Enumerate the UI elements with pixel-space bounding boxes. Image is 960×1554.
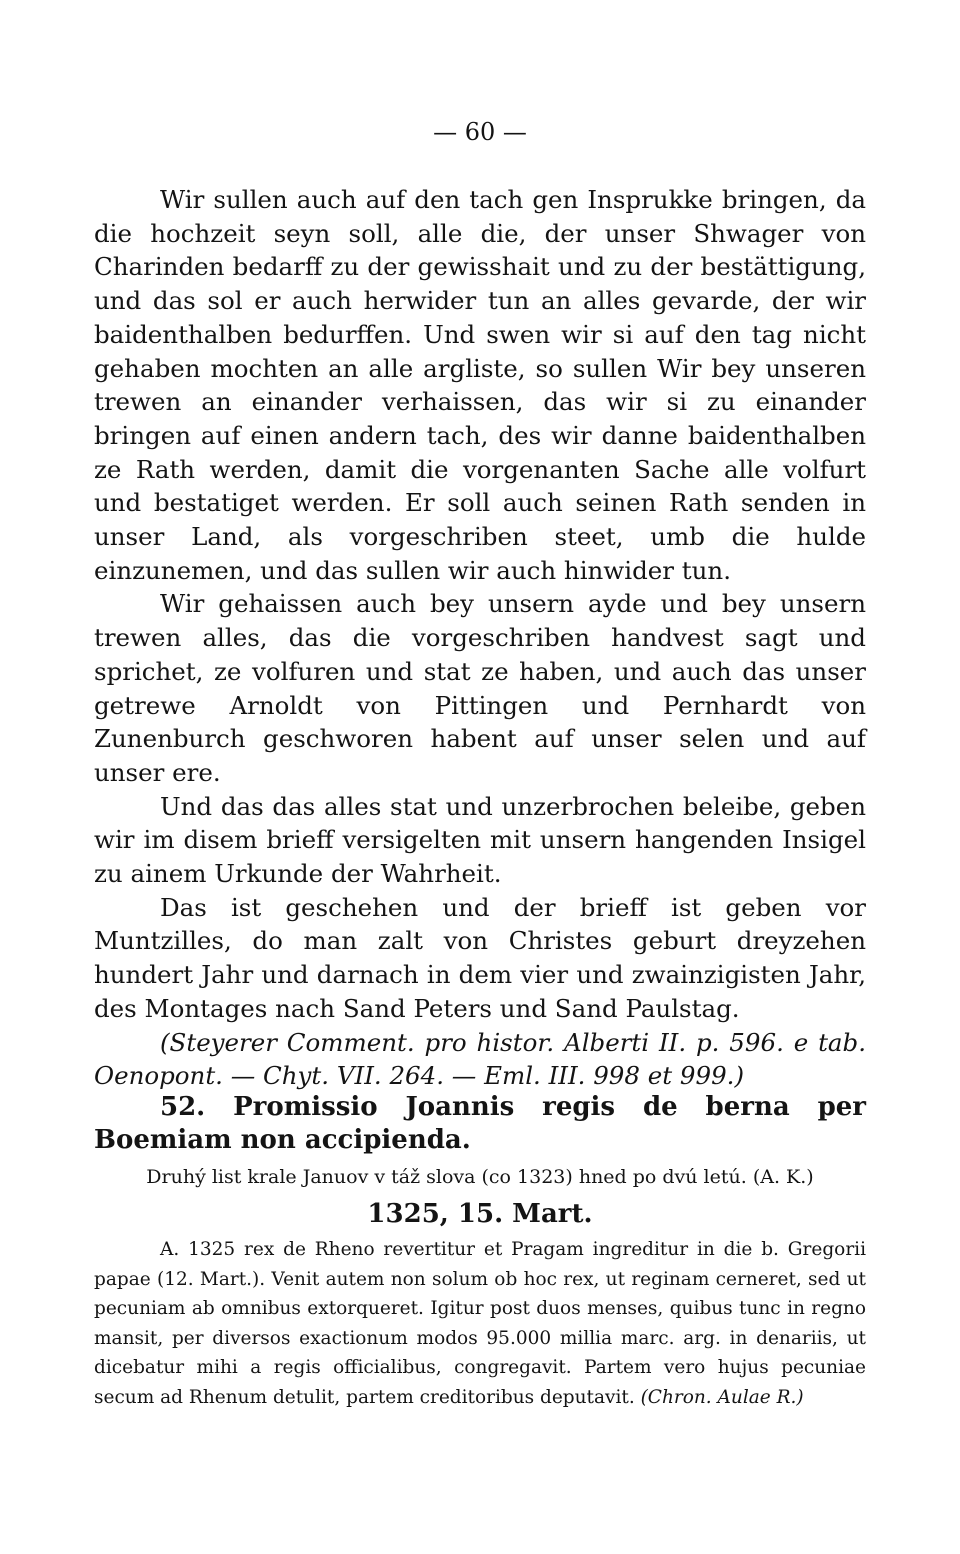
source-citation: (Steyerer Comment. pro histor. Alberti II. p. 596. e tab. Oenopont. — Chyt. VII. 264. — Eml. III. 998 et 999.) [94, 1027, 866, 1091]
paragraph-4: Das ist geschehen und der brieff ist geben vor Muntzilles, do man zalt von Christes geburt dreyzehen hundert Jahr und darnach in dem vier und zwainzigisten Jahr, des Montages nach Sand Peters und Sand Paulstag. [94, 892, 866, 1023]
page-number: — 60 — [433, 118, 527, 146]
section-date: 1325, 15. Mart. [367, 1199, 593, 1229]
paragraph-2: Wir gehaissen auch bey unsern ayde und bey unsern trewen alles, das die vorgeschriben handvest sagt und sprichet, ze volfuren und stat ze haben, und auch das unser getrewe Arnoldt von Pittingen und Pernhardt von Zunenburch geschworen habent auf unser selen und auf unser ere. [94, 589, 866, 787]
paragraph-1: Wir sullen auch auf den tach gen Insprukke bringen, da die hochzeit seyn soll, alle die, der unser Shwager von Charinden bedarff zu der gewisshait und zu der bestättigung, und das sol er auch herwider tun an alles gevarde, der wir baidenthalben bedurffen. Und swen wir si auf den tag nicht gehaben mochten an alle argliste, so sullen Wir bey unseren trewen an einander verhaissen, das wir si zu einander bringen auf einen andern tach, des wir danne baidenthalben ze Rath werden, damit die vorgenanten Sache alle volfurt und bestatiget werden. Er soll auch seinen Rath senden in unser Land, als vorgeschriben steet, umb die hulde einzunemen, und das sullen wir auch hinwider tun. [94, 185, 866, 585]
section-heading: 52. Promissio Joannis regis de berna per Boemiam non accipienda. [94, 1092, 866, 1155]
section-note [94, 1235, 866, 1413]
section-note-citation: (Chron. Aulae R.) [640, 1386, 804, 1408]
paragraph-3: Und das das alles stat und unzerbrochen beleibe, geben wir im disem brieff versigelten mit unsern hangenden Insigel zu ainem Urkunde der Wahrheit. [94, 791, 866, 889]
section-note-text: A. 1325 rex de Rheno revertitur et Pragam ingreditur in die b. Gregorii papae (12. Mart.). Venit autem non solum ob hoc rex, ut reginam cerneret, sed ut pecuniam ab omnibus extorqueret. Igitur post duos menses, quibus tunc in regno mansit, per diversos exactionum modos 95.000 millia marc. arg. in denariis, ut dicebatur mihi a regis officialibus, congregavit. Partem vero hujus pecuniae secum ad Rhenum detulit, partem creditoribus deputavit. [94, 1239, 866, 1408]
section-subtitle: Druhý list krale Januov v táž slova (co 1323) hned po dvú letú. (A. K.) [146, 1166, 814, 1188]
body-text [94, 183, 866, 1093]
